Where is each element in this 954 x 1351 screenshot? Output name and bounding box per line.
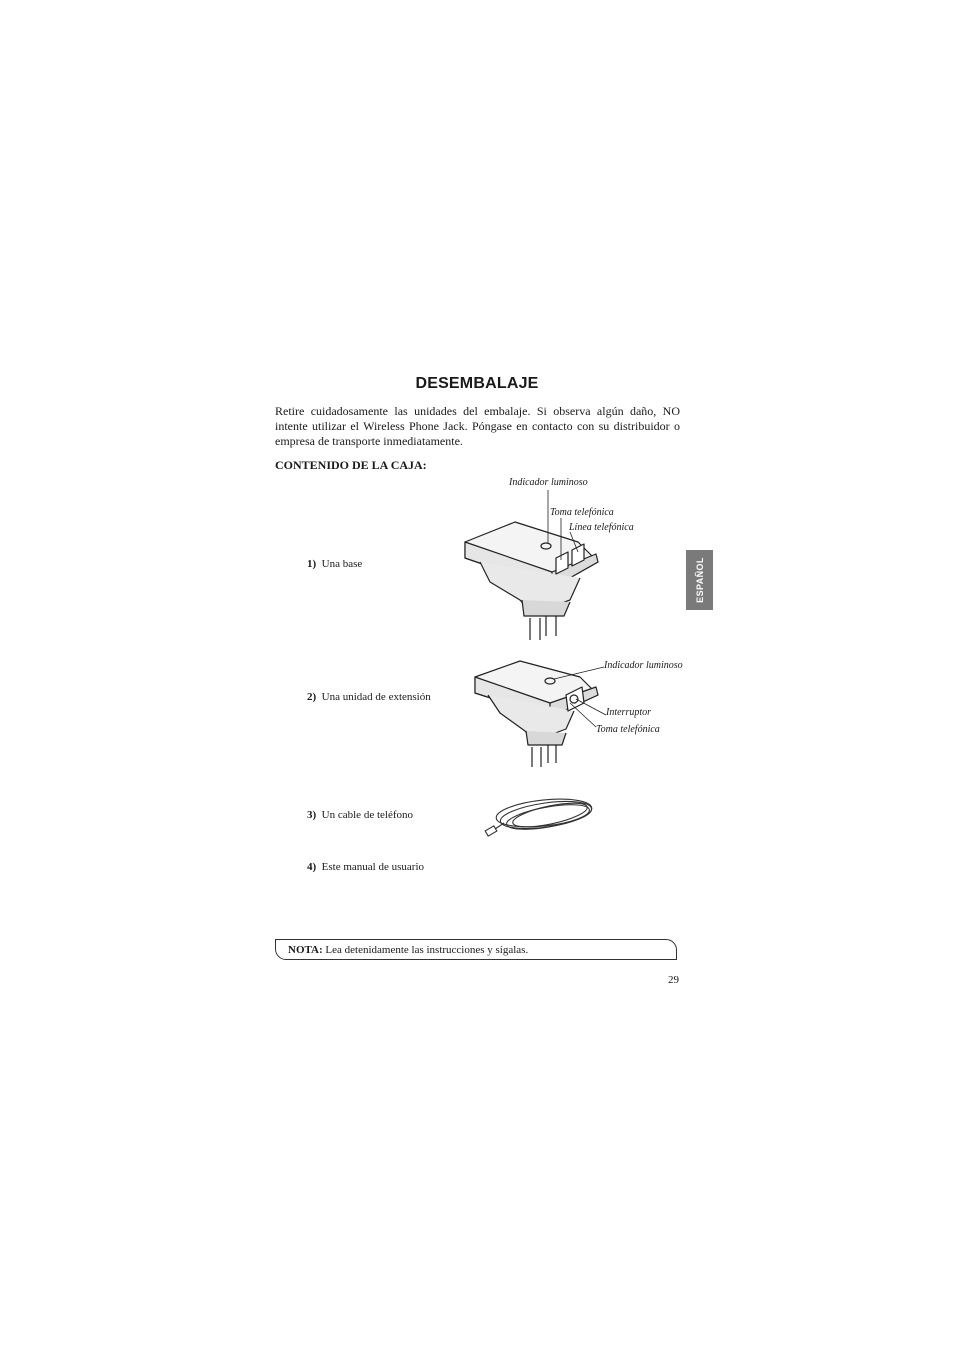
item-label: Un cable de teléfono bbox=[321, 809, 413, 821]
language-tab bbox=[686, 550, 713, 610]
language-tab-label: ESPAÑOL bbox=[694, 557, 705, 603]
base-phone-line-callout: Línea telefónica bbox=[569, 522, 634, 533]
note-label: NOTA: bbox=[288, 944, 323, 956]
extension-switch-callout: Interruptor bbox=[606, 707, 651, 718]
item-label: Una unidad de extensión bbox=[321, 691, 431, 703]
list-item-extension bbox=[307, 691, 431, 703]
intro-paragraph: Retire cuidadosamente las unidades del embalaje. Si observa algún daño, NO intente utilizar el Wireless Phone Jack. Póngase en contacto con su distribuidor o empresa de transporte inmediatamente. bbox=[275, 404, 680, 448]
base-indicator-callout: Indicador luminoso bbox=[509, 477, 588, 488]
note-box bbox=[275, 939, 677, 960]
item-number: 4) bbox=[307, 861, 317, 873]
base-unit-illustration bbox=[460, 490, 600, 650]
list-item-cable bbox=[307, 809, 413, 821]
page-title: DESEMBALAJE bbox=[415, 375, 539, 392]
phone-cable-illustration bbox=[484, 795, 596, 840]
list-item-manual bbox=[307, 861, 424, 873]
item-number: 2) bbox=[307, 691, 317, 703]
item-number: 3) bbox=[307, 809, 317, 821]
extension-indicator-callout: Indicador luminoso bbox=[604, 660, 683, 671]
extension-phone-jack-callout: Toma telefónica bbox=[596, 724, 660, 735]
box-contents-heading: CONTENIDO DE LA CAJA: bbox=[275, 458, 427, 472]
note-text: Lea detenidamente las instrucciones y sígalas. bbox=[325, 944, 529, 956]
item-label: Este manual de usuario bbox=[321, 861, 425, 873]
list-item-base bbox=[307, 558, 362, 570]
item-label: Una base bbox=[321, 558, 363, 570]
item-number: 1) bbox=[307, 558, 317, 570]
page-number: 29 bbox=[668, 974, 679, 986]
base-phone-jack-callout: Toma telefónica bbox=[550, 507, 614, 518]
extension-unit-illustration bbox=[470, 655, 605, 775]
